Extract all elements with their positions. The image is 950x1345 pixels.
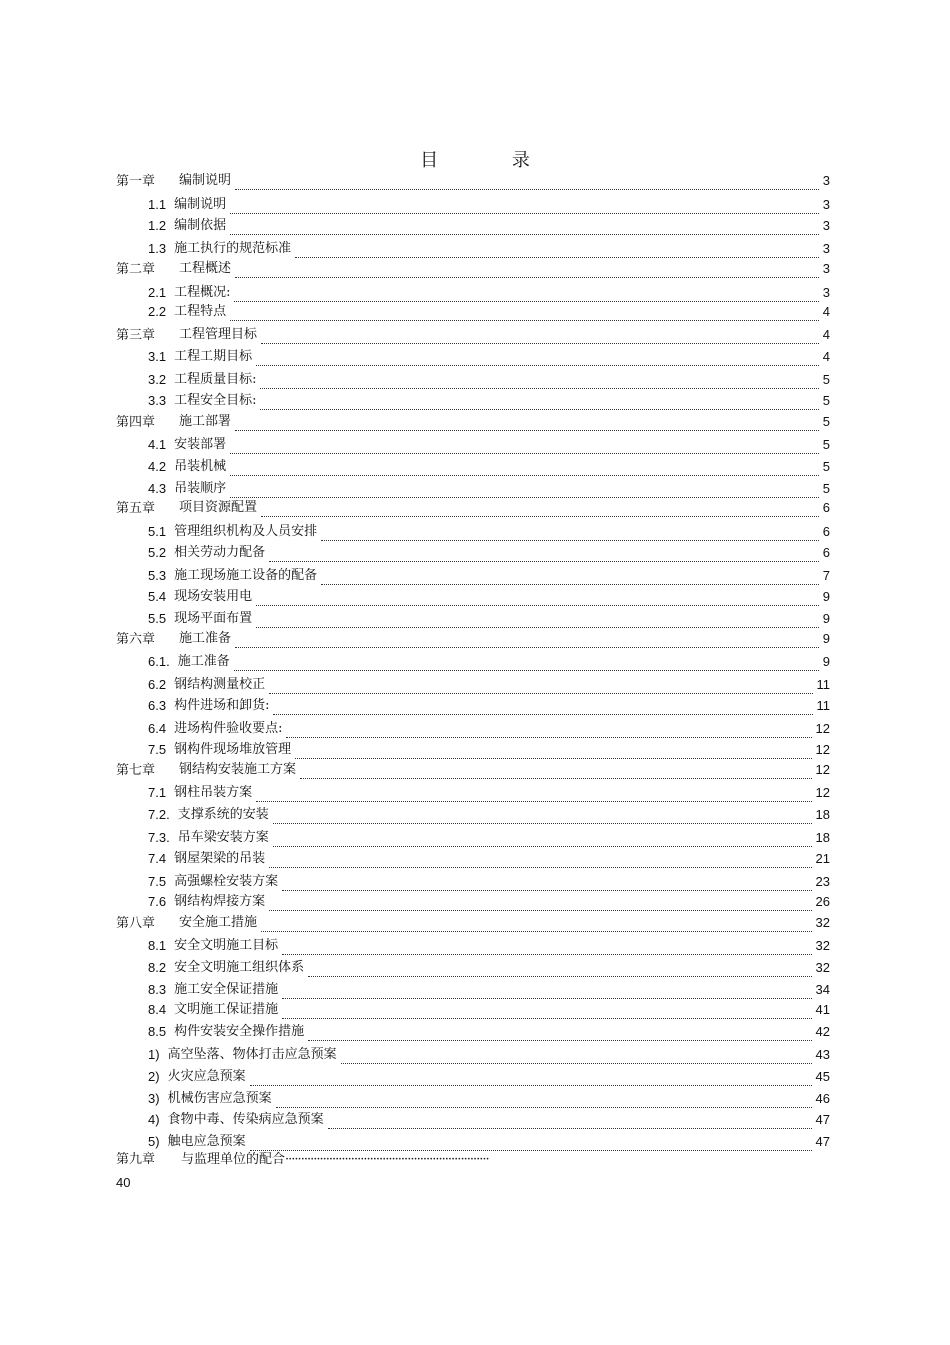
toc-entry-number: 6.4: [148, 721, 167, 736]
toc-entry-leader: [273, 809, 812, 824]
toc-entry-leader: [260, 374, 818, 389]
toc-entry-page: 18: [815, 830, 830, 845]
toc-entry-number: 2.2: [148, 304, 167, 319]
toc-entry-leader: [230, 220, 819, 235]
toc-entry-label: 现场平面布置: [174, 611, 253, 626]
toc-entry[interactable]: [148, 303, 830, 321]
toc-entry-number: 4): [148, 1112, 160, 1127]
toc-entry-page: 12: [815, 742, 830, 757]
toc-entry-label: 安全文明施工组织体系: [174, 960, 305, 975]
toc-entry-number: 7.2.: [148, 807, 170, 822]
toc-entry-leader: [282, 984, 811, 999]
toc-entry[interactable]: [148, 1133, 830, 1151]
toc-entry-page: 5: [822, 481, 830, 496]
toc-entry-number: 5.3: [148, 568, 167, 583]
toc-entry-label: 钢结构焊接方案: [174, 894, 266, 909]
toc-entry-leader: [269, 679, 812, 694]
toc-entry-number: 7.5: [148, 874, 167, 889]
toc-entry-label: 编制说明: [179, 173, 232, 188]
toc-entry-page: 11: [816, 677, 830, 692]
toc-entry-number: 3): [148, 1091, 160, 1106]
toc-entry[interactable]: [148, 720, 830, 738]
toc-entry-page: 3: [822, 285, 830, 300]
toc-entry-label: 施工准备: [179, 631, 232, 646]
toc-entry-leader: [235, 633, 819, 648]
toc-entry-page: 9: [822, 589, 830, 604]
toc-entry-number: 8.4: [148, 1002, 167, 1017]
toc-entry-leader: [273, 700, 812, 715]
toc-entry-number: 5): [148, 1134, 160, 1149]
toc-entry-page: 45: [815, 1069, 830, 1084]
toc-entry-number: 7.6: [148, 894, 167, 909]
toc-entry-chapter[interactable]: [116, 630, 830, 648]
toc-entry-number: 3.1: [148, 349, 167, 364]
toc-entry-page: 3: [822, 197, 830, 212]
toc-entry-leader: [256, 787, 811, 802]
toc-entry-label: 编制依据: [174, 218, 227, 233]
toc-entry-leader: [269, 853, 811, 868]
toc-entry-page: 9: [822, 654, 830, 669]
toc-entry-number: 1.1: [148, 197, 167, 212]
toc-entry[interactable]: [148, 458, 830, 476]
toc-entry-number: 7.3.: [148, 830, 170, 845]
toc-entry-page: 43: [815, 1047, 830, 1062]
toc-entry-leader: [235, 416, 819, 431]
toc-entry-leader: [273, 832, 812, 847]
toc-entry[interactable]: [148, 588, 830, 606]
toc-entry-number: 5.2: [148, 545, 167, 560]
toc-entry-label: 安全施工措施: [179, 915, 258, 930]
toc-entry-number: 5.4: [148, 589, 167, 604]
toc-entry[interactable]: [148, 436, 830, 454]
toc-entry-number: 5.5: [148, 611, 167, 626]
toc-entry-label: 施工现场施工设备的配备: [174, 568, 318, 583]
toc-entry-number: 8.3: [148, 982, 167, 997]
toc-entry-page: 42: [815, 1024, 830, 1039]
toc-entry-label: 文明施工保证措施: [174, 1002, 279, 1017]
toc-entry-chapter[interactable]: [116, 326, 830, 344]
toc-entry-number: 2): [148, 1069, 160, 1084]
toc-entry[interactable]: [148, 240, 830, 258]
toc-entry-label: 相关劳动力配备: [174, 545, 266, 560]
toc-entry[interactable]: [148, 1090, 830, 1108]
toc-entry-leader: [282, 1004, 811, 1019]
toc-entry-leader: [282, 876, 811, 891]
toc-entry-page: 47: [815, 1112, 830, 1127]
toc-entry-leader: [230, 439, 819, 454]
toc-entry-number: 第六章: [116, 631, 156, 646]
toc-entry[interactable]: [148, 1001, 830, 1019]
toc-entry-label: 工程特点: [174, 304, 227, 319]
toc-entry-label: 工程概况:: [174, 285, 231, 300]
toc-entry-number: 8.5: [148, 1024, 167, 1039]
toc-entry[interactable]: [148, 348, 830, 366]
toc-entry-label: 工程质量目标:: [174, 372, 257, 387]
toc-entry-label: 现场安装用电: [174, 589, 253, 604]
toc-entry-number: 6.1.: [148, 654, 170, 669]
toc-entry-leader: [321, 526, 819, 541]
toc-entry-page: 12: [815, 721, 830, 736]
toc-entry-page: 6: [822, 545, 830, 560]
toc-entry[interactable]: [148, 544, 830, 562]
toc-entry-number: 7.5: [148, 742, 167, 757]
toc-entry-page: 9: [822, 631, 830, 646]
toc-entry-number: 4.2: [148, 459, 167, 474]
toc-entry-label: 火灾应急预案: [167, 1069, 246, 1084]
toc-entry-label: 高空坠落、物体打击应急预案: [167, 1047, 337, 1062]
toc-entry-label: 施工部署: [179, 414, 232, 429]
toc-entry-leader: [234, 656, 819, 671]
toc-entry-page: 26: [815, 894, 830, 909]
toc-entry-label: 施工执行的规范标准: [174, 241, 292, 256]
toc-entry-page: 5: [822, 459, 830, 474]
toc-entry[interactable]: [148, 981, 830, 999]
toc-entry-label: 工程工期目标: [174, 349, 253, 364]
toc-entry-number: 第五章: [116, 500, 156, 515]
toc-entry-leader: [230, 199, 819, 214]
toc-entry-chapter[interactable]: [116, 761, 830, 779]
toc-entry-page: 9: [822, 611, 830, 626]
toc-entry[interactable]: [148, 676, 830, 694]
toc-entry-label: 吊装顺序: [174, 481, 227, 496]
toc-entry-leader: [256, 591, 819, 606]
toc-entry-number: 5.1: [148, 524, 167, 539]
toc-entry[interactable]: [148, 653, 830, 671]
toc-entry-page: 6: [822, 524, 830, 539]
toc-entry-label: 工程管理目标: [179, 327, 258, 342]
toc-entry-leader: [230, 306, 819, 321]
toc-entry-page: 32: [815, 938, 830, 953]
toc-entry[interactable]: [148, 1111, 830, 1129]
toc-entry-leader: [235, 263, 819, 278]
toc-entry-leader: [250, 1071, 812, 1086]
toc-entry[interactable]: [148, 371, 830, 389]
toc-entry-number: 3.3: [148, 393, 167, 408]
toc-entry-chapter[interactable]: [116, 260, 830, 278]
toc-entry-chapter[interactable]: [116, 499, 830, 517]
toc-entry-page: 4: [822, 327, 830, 342]
toc-entry[interactable]: [148, 959, 830, 977]
toc-entry-leader: [295, 744, 811, 759]
toc-entry[interactable]: [148, 873, 830, 891]
toc-entry-label: 钢屋架梁的吊装: [174, 851, 266, 866]
toc-entry-page: 3: [822, 173, 830, 188]
toc-entry-label: 安装部署: [174, 437, 227, 452]
toc-entry-leader: [295, 243, 819, 258]
toc-entry-label: 施工安全保证措施: [174, 982, 279, 997]
toc-entry-page: 3: [822, 241, 830, 256]
toc-entry-number: 3.2: [148, 372, 167, 387]
toc-entry-leader: [269, 896, 811, 911]
toc-entry[interactable]: [148, 217, 830, 235]
toc-entry[interactable]: [148, 1068, 830, 1086]
toc-entry-label: 支撑系统的安装: [177, 807, 269, 822]
toc-entry-leader: [308, 962, 811, 977]
toc-entry[interactable]: [148, 523, 830, 541]
toc-entry-label: 构件安装安全操作措施: [174, 1024, 305, 1039]
toc-entry-page: 12: [815, 762, 830, 777]
toc-title: 目 录: [420, 150, 564, 171]
toc-entry[interactable]: [148, 196, 830, 214]
toc-entry-label: 吊装机械: [174, 459, 227, 474]
toc-entry[interactable]: [148, 610, 830, 628]
toc-entry-page: 5: [822, 372, 830, 387]
toc-entry-label: 安全文明施工目标: [174, 938, 279, 953]
toc-entry-page: 47: [815, 1134, 830, 1149]
toc-entry-chapter[interactable]: [116, 914, 830, 932]
toc-entry-leader: [276, 1093, 812, 1108]
toc-entry-leader: [256, 613, 819, 628]
toc-entry-chapter-9[interactable]: [116, 1151, 489, 1169]
toc-entry[interactable]: [148, 893, 830, 911]
toc-entry-chapter[interactable]: [116, 413, 830, 431]
toc-entry-number: 1): [148, 1047, 160, 1062]
toc-entry[interactable]: [148, 1046, 830, 1064]
toc-entry-leader: [308, 1026, 811, 1041]
toc-entry-page: 4: [822, 304, 830, 319]
toc-entry-page: 3: [822, 261, 830, 276]
toc-entry-number: 第二章: [116, 261, 156, 276]
toc-entry-leader: [250, 1136, 812, 1151]
toc-entry-number: 4.3: [148, 481, 167, 496]
toc-entry-label: 管理组织机构及人员安排: [174, 524, 318, 539]
toc-entry-page: 46: [815, 1091, 830, 1106]
toc-entry-number: 1.3: [148, 241, 167, 256]
toc-entry-number: 第四章: [116, 414, 156, 429]
toc-entry-leader: [260, 395, 818, 410]
toc-entry-label: 吊车梁安装方案: [177, 830, 269, 845]
toc-entry-page: 34: [815, 982, 830, 997]
toc-entry-number: 7.1: [148, 785, 167, 800]
toc-entry[interactable]: [148, 937, 830, 955]
toc-entry-page: 23: [815, 874, 830, 889]
toc-entry-label: 与监理单位的配合: [181, 1152, 286, 1167]
toc-entry-leader: [230, 483, 819, 498]
toc-entry-label: 施工准备: [177, 654, 230, 669]
toc-entry-label: 钢结构安装施工方案: [179, 762, 297, 777]
toc-entry-page: 41: [815, 1002, 830, 1017]
toc-entry-label: 触电应急预案: [167, 1134, 246, 1149]
toc-entry-number: 1.2: [148, 218, 167, 233]
toc-entry-number: 第七章: [116, 762, 156, 777]
toc-entry-label: 工程安全目标:: [174, 393, 257, 408]
toc-entry-leader: [321, 570, 819, 585]
toc-entry-label: 机械伤害应急预案: [167, 1091, 272, 1106]
toc-entry-page: 40: [116, 1175, 131, 1190]
toc-entry-label: 钢构件现场堆放管理: [174, 742, 292, 757]
toc-entry-number: 8.1: [148, 938, 167, 953]
toc-entry-label: 项目资源配置: [179, 500, 258, 515]
toc-entry-label: 高强螺栓安装方案: [174, 874, 279, 889]
toc-entry-page: 11: [816, 698, 830, 713]
toc-entry-leader: ·································································: [285, 1152, 489, 1167]
toc-entry-leader: [269, 547, 819, 562]
toc-entry-number: 第三章: [116, 327, 156, 342]
toc-entry-leader: [300, 764, 812, 779]
toc-entry-leader: [234, 287, 818, 302]
toc-entry[interactable]: [148, 392, 830, 410]
toc-entry-leader: [261, 917, 812, 932]
toc-entry-page: 4: [822, 349, 830, 364]
toc-entry[interactable]: [148, 741, 830, 759]
toc-entry-number: 第一章: [116, 173, 156, 188]
toc-entry[interactable]: [148, 784, 830, 802]
toc-entry-number: 4.1: [148, 437, 167, 452]
toc-entry-page: 7: [822, 568, 830, 583]
toc-entry-page: 5: [822, 393, 830, 408]
toc-entry[interactable]: [148, 806, 830, 824]
toc-entry-number: 6.2: [148, 677, 167, 692]
toc-entry-leader: [286, 723, 811, 738]
toc-entry[interactable]: [148, 697, 830, 715]
toc-entry[interactable]: [148, 850, 830, 868]
toc-entry-leader: [256, 351, 819, 366]
toc-entry-number: 第九章: [116, 1152, 156, 1167]
toc-entry[interactable]: [148, 480, 830, 498]
toc-entry-number: 7.4: [148, 851, 167, 866]
toc-entry-number: 8.2: [148, 960, 167, 975]
toc-entry[interactable]: [148, 284, 830, 302]
toc-entry-chapter[interactable]: [116, 172, 830, 190]
toc-entry-leader: [328, 1114, 812, 1129]
toc-entry-page: 6: [822, 500, 830, 515]
toc-entry-label: 进场构件验收要点:: [174, 721, 283, 736]
toc-entry-page: 12: [815, 785, 830, 800]
toc-entry-leader: [230, 461, 819, 476]
toc-entry-label: 食物中毒、传染病应急预案: [167, 1112, 324, 1127]
toc-entry[interactable]: [148, 567, 830, 585]
toc-entry-label: 编制说明: [174, 197, 227, 212]
toc-entry-page: 21: [815, 851, 830, 866]
toc-entry-label: 构件进场和卸货:: [174, 698, 270, 713]
toc-entry-leader: [261, 329, 819, 344]
toc-entry-leader: [341, 1049, 812, 1064]
toc-entry-number: 2.1: [148, 285, 167, 300]
toc-entry-page: 32: [815, 960, 830, 975]
toc-entry-number: 第八章: [116, 915, 156, 930]
toc-entry-page: 18: [815, 807, 830, 822]
toc-entry-leader: [235, 175, 819, 190]
toc-entry-leader: [261, 502, 819, 517]
toc-entry-page: 32: [815, 915, 830, 930]
toc-entry-number: 6.3: [148, 698, 167, 713]
toc-entry-label: 钢结构测量校正: [174, 677, 266, 692]
toc-entry[interactable]: [148, 829, 830, 847]
toc-entry-page: 5: [822, 437, 830, 452]
toc-entry-label: 钢柱吊装方案: [174, 785, 253, 800]
toc-entry-leader: [282, 940, 811, 955]
toc-entry-label: 工程概述: [179, 261, 232, 276]
toc-entry-page: 3: [822, 218, 830, 233]
toc-entry-page: 5: [822, 414, 830, 429]
toc-entry[interactable]: [148, 1023, 830, 1041]
